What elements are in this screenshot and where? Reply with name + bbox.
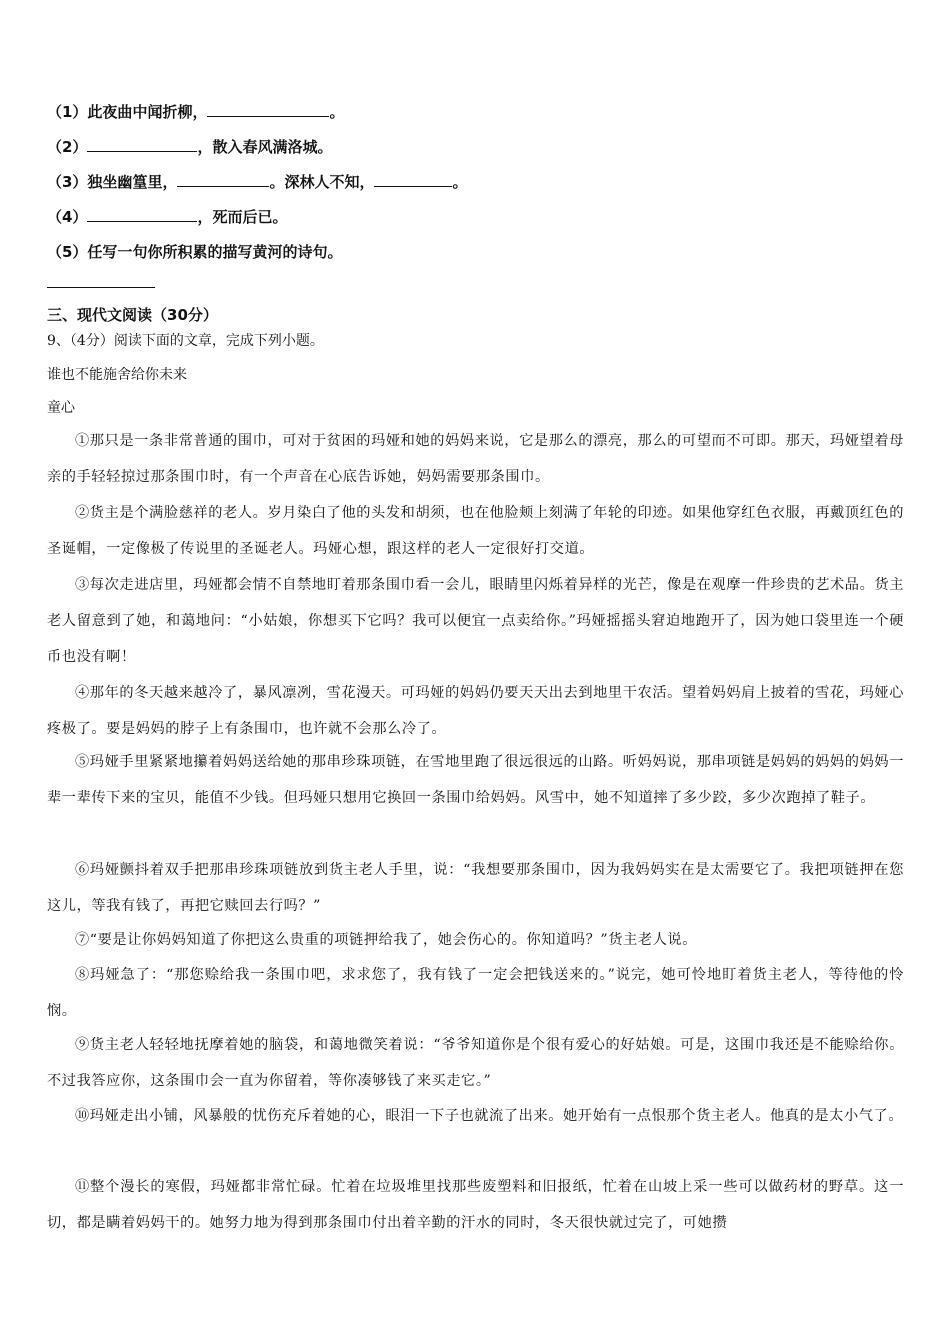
answer-blank[interactable] <box>87 207 197 222</box>
answer-blank[interactable] <box>87 137 197 152</box>
question-2 <box>47 137 332 157</box>
question-text: 。 <box>452 173 468 191</box>
question-text: ，死而后已。 <box>197 208 288 226</box>
question-3 <box>47 172 467 192</box>
paragraph: ⑥玛娅颤抖着双手把那串珍珠项链放到货主老人手里，说：“我想要那条围巾，因为我妈妈实在是太需要它了。我把项链押在您这儿，等我有钱了，再把它赎回去行吗？” <box>47 862 904 914</box>
question-text: （4） <box>47 208 88 226</box>
paragraph: ⑦“要是让你妈妈知道了你把这么贵重的项链押给我了，她会伤心的。你知道吗？”货主老人说。 <box>75 932 697 948</box>
question-text: 。 <box>329 103 345 121</box>
paragraph: ④那年的冬天越来越冷了，暴风凛冽，雪花漫天。可玛娅的妈妈仍要天天出去到地里干农活。望着妈妈肩上披着的雪花，玛娅心疼极了。要是妈妈的脖子上有条围巾，也许就不会那么冷了。 <box>47 685 904 737</box>
article-title: 谁也不能施舍给你未来 <box>47 367 187 383</box>
paragraph: ⑧玛娅急了：“那您赊给我一条围巾吧，求求您了，我有钱了一定会把钱送来的。”说完，她可怜地盯着货主老人，等待他的怜悯。 <box>47 967 904 1019</box>
section-title: 三、现代文阅读（30分） <box>47 306 218 324</box>
instruction: 9、（4分）阅读下面的文章，完成下列小题。 <box>47 333 324 349</box>
paragraph: ⑩玛娅走出小铺，风暴般的忧伤充斥着她的心，眼泪一下子也就流了出来。她开始有一点恨那个货主老人。他真的是太小气了。 <box>75 1108 904 1124</box>
answer-line[interactable] <box>47 287 155 288</box>
paragraph: ⑪整个漫长的寒假，玛娅都非常忙碌。忙着在垃圾堆里找那些废塑料和旧报纸，忙着在山坡上采一些可以做药材的野草。这一切，都是瞒着妈妈干的。她努力地为得到那条围巾付出着辛勤的汗水的同时，冬天很快就过完了，可她攒 <box>47 1179 904 1231</box>
paragraph: ③每次走进店里，玛娅都会情不自禁地盯着那条围巾看一会儿，眼睛里闪烁着异样的光芒，像是在观摩一件珍贵的艺术品。货主老人留意到了她，和蔼地问：“小姑娘，你想买下它吗？我可以便宜一点卖给你。”玛娅摇摇头窘迫地跑开了，因为她口袋里连一个硬币也没有啊！ <box>47 577 904 665</box>
answer-blank[interactable] <box>207 102 329 117</box>
question-4 <box>47 207 287 227</box>
question-text: （3）独坐幽篁里， <box>47 173 178 191</box>
answer-blank[interactable] <box>374 172 452 187</box>
answer-blank[interactable] <box>177 172 269 187</box>
paragraph: ①那只是一条非常普通的围巾，可对于贫困的玛娅和她的妈妈来说，它是那么的漂亮，那么的可望而不可即。那天，玛娅望着母亲的手轻轻掠过那条围巾时，有一个声音在心底告诉她，妈妈需要那条围巾。 <box>47 433 904 485</box>
author: 童心 <box>47 400 75 416</box>
question-text: （1）此夜曲中闻折柳， <box>47 103 208 121</box>
question-text: 。深林人不知， <box>269 173 375 191</box>
question-text: （2） <box>47 138 88 156</box>
question-text: （5）任写一句你所积累的描写黄河的诗句。 <box>47 243 343 261</box>
question-5 <box>47 242 342 262</box>
paragraph: ⑨货主老人轻轻地抚摩着她的脑袋，和蔼地微笑着说：“爷爷知道你是个很有爱心的好姑娘。可是，这围巾我还是不能赊给你。不过我答应你，这条围巾会一直为你留着，等你凑够钱了来买走它。” <box>47 1037 904 1089</box>
paragraph: ②货主是个满脸慈祥的老人。岁月染白了他的头发和胡须，也在他脸颊上刻满了年轮的印迹。如果他穿红色衣服，再戴顶红色的圣诞帽，一定像极了传说里的圣诞老人。玛娅心想，跟这样的老人一定很好打交道。 <box>47 505 904 557</box>
question-1 <box>47 102 344 122</box>
question-text: ，散入春风满洛城。 <box>197 138 333 156</box>
paragraph: ⑤玛娅手里紧紧地攥着妈妈送给她的那串珍珠项链，在雪地里跑了很远很远的山路。听妈妈说，那串项链是妈妈的妈妈的妈妈一辈一辈传下来的宝贝，能值不少钱。但玛娅只想用它换回一条围巾给妈妈。风雪中，她不知道摔了多少跤，多少次跑掉了鞋子。 <box>47 754 904 806</box>
